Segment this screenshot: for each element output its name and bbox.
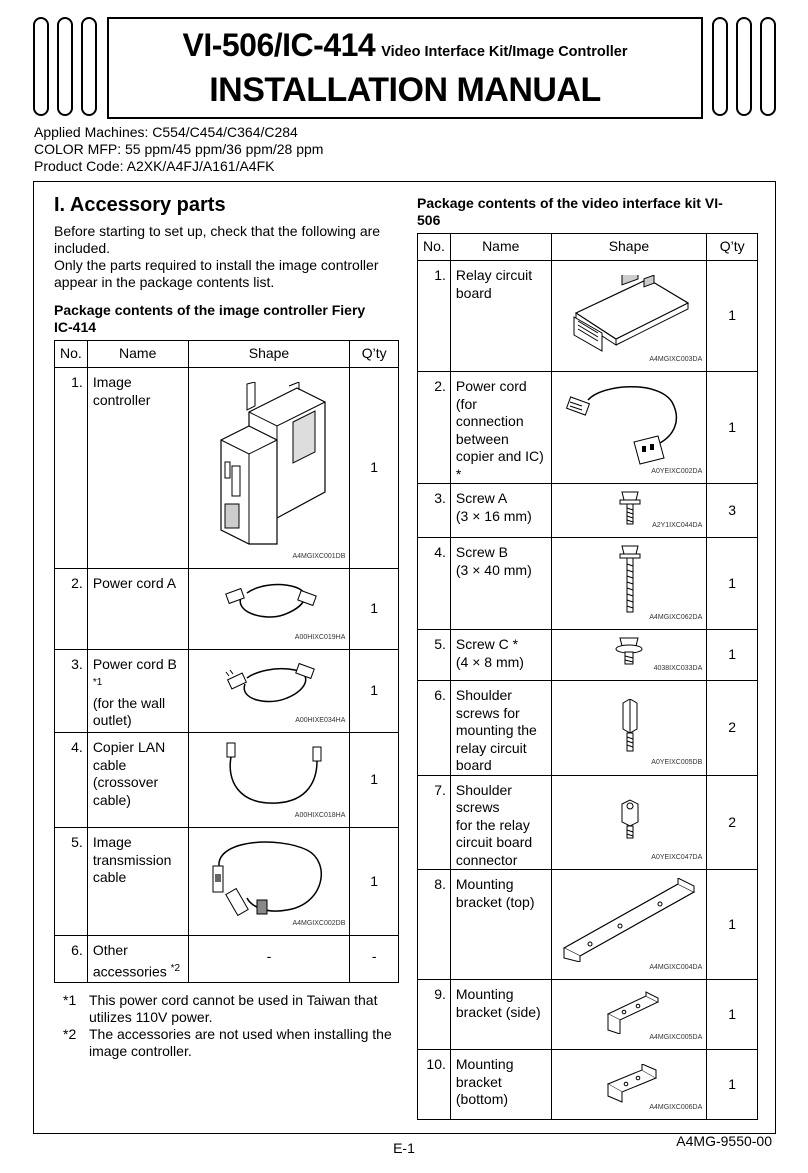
row-name-main: Screw B [455, 544, 509, 560]
table-row [55, 368, 399, 569]
row-shape [551, 538, 707, 630]
power-cord-b-illustration [225, 658, 320, 708]
row-qty: 1 [350, 569, 399, 650]
title-box [107, 17, 703, 119]
row-name [450, 538, 551, 630]
row-name: Image transmission cable [87, 828, 188, 936]
row-qty: 3 [707, 484, 758, 538]
applied-line-2: COLOR MFP: 55 ppm/45 ppm/36 ppm/28 ppm [34, 141, 324, 157]
footnote-mark: *1 [63, 992, 77, 1008]
row-shape [188, 828, 350, 936]
row-no: 10. [418, 1050, 451, 1120]
table-row [55, 828, 399, 936]
table-row [418, 261, 758, 372]
row-shape-text: - [188, 936, 350, 983]
table-row [418, 538, 758, 630]
screw-b-illustration [618, 542, 642, 616]
right-parts-table [417, 233, 758, 1120]
table-row [418, 775, 758, 870]
row-no: 6. [55, 936, 88, 983]
row-name: Mounting bracket (side) [450, 980, 551, 1050]
footnote [63, 992, 398, 1026]
row-shape [551, 372, 707, 484]
row-name [450, 630, 551, 681]
header-qty: Q’ty [350, 341, 399, 368]
row-shape [188, 650, 350, 733]
row-shape [551, 681, 707, 776]
part-code: A4MGIXC004DA [649, 963, 703, 971]
part-code: 4038IXC033DA [653, 664, 703, 672]
row-name-detail: for the relay circuit board connector [455, 816, 533, 868]
left-table-caption: Package contents of the image controller Fiery IC-414 [54, 302, 366, 335]
row-no: 1. [418, 261, 451, 372]
table-row [418, 1050, 758, 1120]
row-qty: 1 [707, 372, 758, 484]
footnotes [63, 992, 398, 1060]
decorative-bar [81, 17, 97, 116]
row-qty: - [350, 936, 399, 983]
title-line [109, 27, 701, 64]
part-code: A4MGIXC006DA [649, 1103, 703, 1111]
table-row [55, 936, 399, 983]
shoulder-screw-connector-illustration [618, 798, 642, 842]
row-no: 2. [55, 569, 88, 650]
footnote [63, 1026, 398, 1060]
screw-c-illustration [614, 634, 644, 666]
header-no: No. [418, 234, 451, 261]
row-name-main: Power cord B [92, 656, 177, 672]
part-code: A00HIXC019HA [294, 633, 346, 641]
part-code: A4MGIXC062DA [649, 613, 703, 621]
section-heading: I. Accessory parts [54, 194, 226, 216]
header-name: Name [87, 341, 188, 368]
intro-paragraph-2: Only the parts required to install the image controller appear in the package contents list. [54, 257, 379, 290]
row-name: Power cord (for connection between copier and IC) * [450, 372, 551, 484]
row-qty: 1 [350, 828, 399, 936]
header-shape: Shape [551, 234, 707, 261]
part-code: A00HIXC018HA [294, 811, 346, 819]
page-number: E-1 [393, 1140, 415, 1156]
table-row [418, 681, 758, 776]
intro-paragraph-1: Before starting to set up, check that the following are included. [54, 223, 381, 256]
screw-a-illustration [618, 488, 642, 528]
row-no: 7. [418, 775, 451, 870]
row-name-main: Screw A [455, 490, 508, 506]
part-code: A0YEIXC005DB [651, 759, 703, 766]
decorative-bar [57, 17, 73, 116]
row-shape [551, 1050, 707, 1120]
power-cord-illustration [562, 380, 692, 470]
row-shape [551, 870, 707, 980]
decorative-bar [760, 17, 776, 116]
row-name-detail: (3 × 16 mm) [455, 507, 532, 524]
part-code: A4MGIXC002DB [292, 919, 346, 927]
lan-cable-illustration [217, 739, 327, 809]
row-shape [551, 261, 707, 372]
footnote-ref: *2 [170, 962, 181, 974]
row-no: 4. [418, 538, 451, 630]
row-shape [551, 980, 707, 1050]
section-intro [54, 223, 399, 291]
row-name-detail: (4 × 8 mm) [455, 653, 524, 670]
decorative-bar [33, 17, 49, 116]
row-name-detail: (for the wall outlet) [92, 694, 166, 729]
table-row [418, 630, 758, 681]
table-header-row [55, 341, 399, 368]
row-shape [188, 569, 350, 650]
row-qty: 1 [707, 630, 758, 681]
row-shape [188, 368, 350, 569]
header-shape: Shape [188, 341, 350, 368]
row-name: Mounting bracket (bottom) [450, 1050, 551, 1120]
row-name: Image controller [87, 368, 188, 569]
row-qty: 1 [707, 538, 758, 630]
row-qty: 1 [707, 261, 758, 372]
bracket-top-illustration [560, 878, 700, 962]
applied-line-3: Product Code: A2XK/A4FJ/A161/A4FK [34, 158, 275, 174]
row-name-main: Other accessories [92, 942, 167, 980]
table-row [418, 484, 758, 538]
row-name: Mounting bracket (top) [450, 870, 551, 980]
row-no: 6. [418, 681, 451, 776]
row-name-main: Screw C * [455, 636, 519, 652]
row-name-main: Shoulder screws [455, 781, 512, 815]
row-no: 4. [55, 733, 88, 828]
table-row [55, 733, 399, 828]
document-id: A4MG-9550-00 [676, 1133, 772, 1149]
decorative-bar [736, 17, 752, 116]
power-cord-a-illustration [225, 577, 320, 622]
row-name-detail: (3 × 40 mm) [455, 561, 532, 578]
table-row [55, 650, 399, 733]
part-code: A4MGIXC005DA [649, 1033, 703, 1041]
title-manual: INSTALLATION MANUAL [209, 71, 601, 109]
row-qty: 1 [350, 368, 399, 569]
row-no: 9. [418, 980, 451, 1050]
row-qty: 1 [707, 870, 758, 980]
image-controller-illustration [217, 382, 327, 548]
row-qty: 1 [350, 733, 399, 828]
part-code: A0YEIXC002DA [651, 467, 703, 475]
footnote-ref: *1 [92, 676, 103, 688]
row-name: Shoulder screws for mounting the relay circuit board [450, 681, 551, 776]
row-no: 5. [55, 828, 88, 936]
part-code: A4MGIXC003DA [649, 355, 703, 363]
row-name [450, 484, 551, 538]
header-qty: Q’ty [707, 234, 758, 261]
footnote-text: This power cord cannot be used in Taiwan that utilizes 110V power. [89, 992, 378, 1025]
row-no: 8. [418, 870, 451, 980]
row-shape [551, 775, 707, 870]
decorative-bar [712, 17, 728, 116]
table-header-row [418, 234, 758, 261]
row-name: Power cord A [87, 569, 188, 650]
row-name [450, 775, 551, 870]
row-no: 2. [418, 372, 451, 484]
table-row [55, 569, 399, 650]
part-code: A00HIXE034HA [295, 716, 346, 724]
relay-board-illustration [572, 275, 692, 355]
transmission-cable-illustration [207, 836, 332, 921]
footnote-mark: *2 [63, 1026, 77, 1042]
row-name [87, 650, 188, 733]
left-parts-table [54, 340, 399, 983]
header-no: No. [55, 341, 88, 368]
table-row [418, 372, 758, 484]
row-no: 1. [55, 368, 88, 569]
row-shape [551, 484, 707, 538]
title-subtitle: Video Interface Kit/Image Controller [381, 44, 628, 60]
part-code: A4MGIXC001DB [292, 552, 346, 560]
table-row [418, 870, 758, 980]
title-model: VI-506/IC-414 [182, 27, 376, 63]
row-no: 5. [418, 630, 451, 681]
row-shape [551, 630, 707, 681]
row-qty: 1 [707, 980, 758, 1050]
part-code: A2Y1IXC044DA [652, 521, 703, 529]
row-qty: 2 [707, 775, 758, 870]
part-code: A0YEIXC047DA [651, 853, 703, 861]
header-name: Name [450, 234, 551, 261]
row-no: 3. [418, 484, 451, 538]
row-name: Copier LAN cable (crossover cable) [87, 733, 188, 828]
applied-line-1: Applied Machines: C554/C454/C364/C284 [34, 124, 298, 140]
row-qty: 1 [350, 650, 399, 733]
applied-machines [34, 124, 323, 175]
row-qty: 1 [707, 1050, 758, 1120]
row-name [87, 936, 188, 983]
table-row [418, 980, 758, 1050]
shoulder-screw-illustration [620, 699, 640, 755]
row-qty: 2 [707, 681, 758, 776]
bracket-side-illustration [602, 990, 662, 1034]
right-table-caption: Package contents of the video interface kit VI-506 [417, 195, 723, 228]
row-name: Relay circuit board [450, 261, 551, 372]
row-no: 3. [55, 650, 88, 733]
row-shape [188, 733, 350, 828]
footnote-text: The accessories are not used when installing the image controller. [89, 1026, 392, 1059]
